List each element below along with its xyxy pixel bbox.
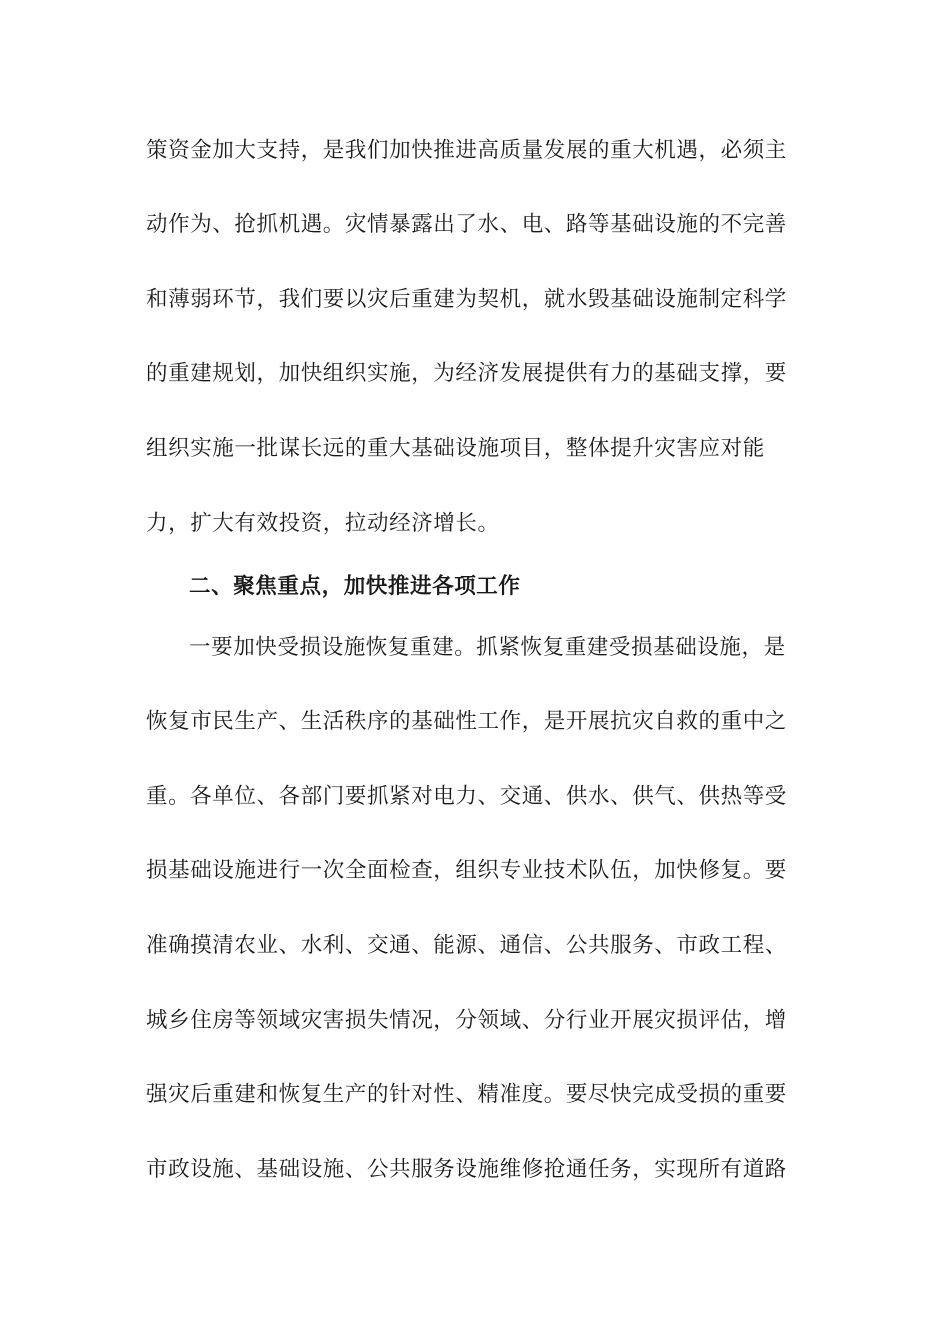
paragraph-line: 力，扩大有效投资，拉动经济增长。	[146, 511, 500, 536]
paragraph-line: 城乡住房等领域灾害损失情况，分领域、分行业开展灾损评估，增	[146, 1008, 787, 1033]
paragraph-line: 动作为、抢抓机遇。灾情暴露出了水、电、路等基础设施的不完善	[146, 212, 787, 237]
paragraph-line: 恢复市民生产、生活秩序的基础性工作，是开展抗灾自救的重中之	[146, 709, 787, 734]
paragraph-line: 重。各单位、各部门要抓紧对电力、交通、供水、供气、供热等受	[146, 784, 787, 809]
paragraph-line: 市政设施、基础设施、公共服务设施维修抢通任务，实现所有道路	[146, 1157, 787, 1182]
paragraph-line: 组织实施一批谋长远的重大基础设施项目，整体提升灾害应对能	[146, 436, 765, 461]
paragraph-line: 一要加快受损设施恢复重建。抓紧恢复重建受损基础设施，是	[189, 635, 786, 660]
paragraph-line: 损基础设施进行一次全面检查，组织专业技术队伍，加快修复。要	[146, 858, 787, 883]
paragraph-line: 强灾后重建和恢复生产的针对性、精准度。要尽快完成受损的重要	[146, 1082, 787, 1107]
paragraph-line: 策资金加大支持，是我们加快推进高质量发展的重大机遇，必须主	[146, 138, 787, 163]
paragraph-line: 和薄弱环节，我们要以灾后重建为契机，就水毁基础设施制定科学	[146, 287, 787, 312]
paragraph-line: 准确摸清农业、水利、交通、能源、通信、公共服务、市政工程、	[146, 933, 787, 958]
section-heading: 二、聚焦重点，加快推进各项工作	[189, 574, 521, 599]
paragraph-line: 的重建规划，加快组织实施，为经济发展提供有力的基础支撑，要	[146, 361, 787, 386]
